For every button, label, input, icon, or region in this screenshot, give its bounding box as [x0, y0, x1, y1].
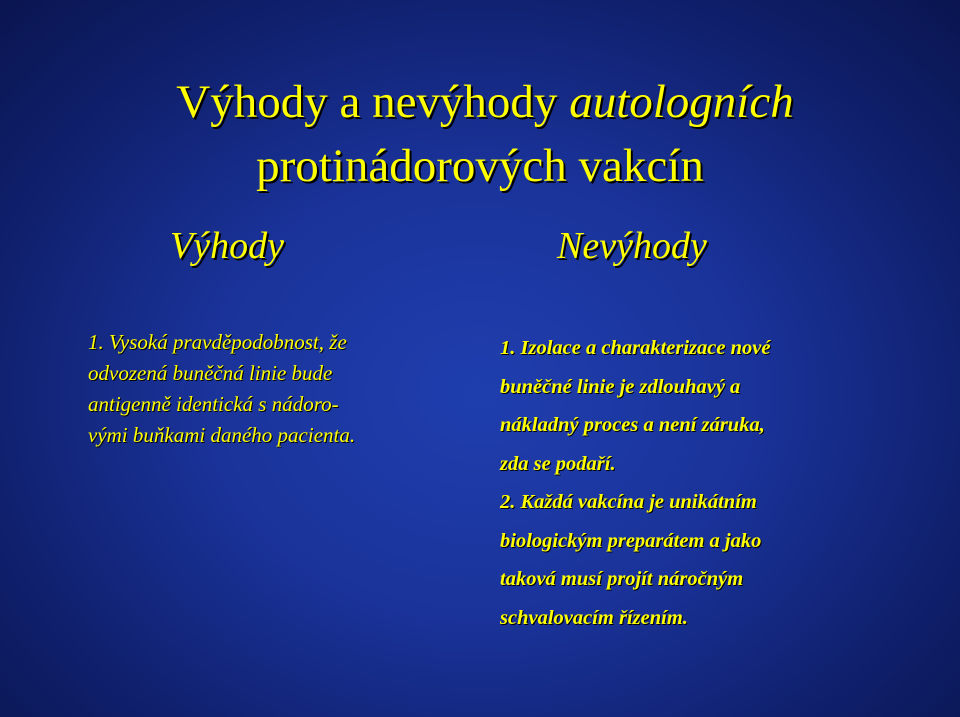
disadvantages-line: 2. Každá vakcína je unikátním — [500, 491, 757, 513]
advantages-line: 1. Vysoká pravděpodobnost, že — [88, 330, 347, 354]
title-line-1-italic: autologních — [569, 76, 794, 128]
advantages-heading: Výhody — [170, 225, 284, 267]
advantages-line: odvozená buněčná linie bude — [88, 361, 333, 385]
title-line-1 — [0, 70, 960, 134]
disadvantages-line: 1. Izolace a charakterizace nové — [500, 337, 771, 359]
disadvantages-line: buněčné linie je zdlouhavý a — [500, 375, 741, 398]
disadvantages-line: schvalovacím řízením. — [500, 606, 688, 629]
disadvantages-line: nákladný proces a není záruka, — [500, 414, 765, 436]
disadvantages-line: taková musí projít náročným — [500, 568, 744, 590]
title-line-2: protinádorových vakcín — [256, 140, 704, 192]
disadvantages-line: biologickým preparátem a jako — [500, 529, 762, 552]
title-line-1-plain: Výhody a nevýhody — [176, 76, 570, 128]
disadvantages-line: zda se podaří. — [500, 452, 616, 475]
advantages-line: vými buňkami daného pacienta. — [88, 423, 356, 447]
advantages-text — [88, 327, 460, 451]
advantages-line: antigenně identická s nádoro- — [88, 392, 339, 416]
slide-title — [0, 70, 960, 198]
disadvantages-text — [500, 329, 920, 637]
disadvantages-heading: Nevýhody — [557, 225, 707, 267]
